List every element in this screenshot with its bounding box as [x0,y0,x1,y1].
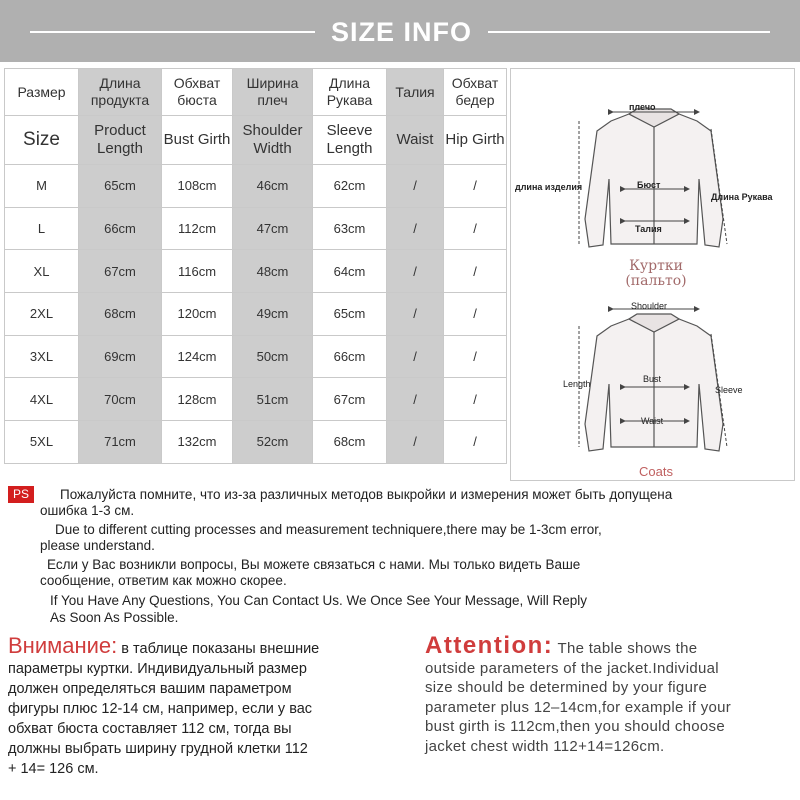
note-ru-2-line2: сообщение, ответим как можно скорее. [40,573,287,588]
value-cell: / [387,165,444,208]
header-cell: Обхват бедер [444,69,507,116]
attention-en [425,632,797,756]
value-cell: / [387,207,444,250]
value-cell: 47cm [233,207,313,250]
size-info-banner [0,0,800,62]
value-cell: 67cm [313,378,387,421]
attention-ru-line: параметры куртки. Индивидуальный размер [8,661,307,677]
value-cell: / [444,165,507,208]
table-row [5,335,507,378]
value-cell: 66cm [79,207,162,250]
attention-ru-title: Внимание: [8,633,118,658]
label-waist-en: Waist [641,416,664,426]
header-cell: Длина продукта [79,69,162,116]
attention-en-line: size should be determined by your figure [425,679,708,696]
value-cell: / [444,293,507,336]
header-cell: Shoulder Width [233,116,313,165]
value-cell: / [444,378,507,421]
header-cell: Длина Рукава [313,69,387,116]
size-cell: L [5,207,79,250]
value-cell: / [387,250,444,293]
label-waist-ru: Талия [635,224,662,234]
label-bust-ru: Бюст [637,180,661,190]
label-shoulder-en: Shoulder [631,301,668,311]
attention-ru-line: должен определяться вашим параметром [8,681,292,697]
value-cell: 49cm [233,293,313,336]
attention-ru-line: в таблице показаны внешние [117,641,320,657]
note-ru-1-line1: Пожалуйста помните, что из-за различных методов выкройки и измерения может быть допущена [60,487,673,502]
caption-jackets-ru [611,259,701,289]
caption-coats: Coats [639,464,673,479]
note-en-1-line1: Due to different cutting processes and measurement techniquere,there may be 1-3cm error, [55,522,602,537]
value-cell: / [444,250,507,293]
label-shoulder-ru: плечо [629,102,656,112]
header-cell: Waist [387,116,444,165]
attention-ru-line: должны выбрать ширину грудной клетки 112 [8,741,308,757]
attention-en-line: parameter plus 12–14cm,for example if your [425,698,732,716]
attention-en-line: outside parameters of the jacket.Individual [425,659,719,677]
attention-ru-line: + 14= 126 см. [8,761,99,777]
note-en-2-line2: As Soon As Possible. [50,610,179,625]
size-table [4,68,507,464]
value-cell: 63cm [313,207,387,250]
note-en-1-line2: please understand. [40,538,155,553]
value-cell: 51cm [233,378,313,421]
banner-title: SIZE INFO [330,17,472,47]
value-cell: 71cm [79,421,162,464]
value-cell: 66cm [313,335,387,378]
attention-ru-line: фигуры плюс 12-14 см, например, если у вас [8,701,313,717]
note-en-2-line1: If You Have Any Questions, You Can Contact Us. We Once See Your Message, Will Reply [50,593,588,608]
value-cell: 65cm [79,165,162,208]
value-cell: / [444,421,507,464]
value-cell: 65cm [313,293,387,336]
value-cell: / [444,335,507,378]
caption-jackets-line1: Куртки [629,258,683,274]
attention-en-title: Attention: [425,632,554,659]
attention-en-line: jacket chest width 112+14=126cm. [425,737,665,755]
value-cell: 68cm [313,421,387,464]
attention-ru [8,633,418,779]
measurement-diagram [510,68,795,481]
header-cell: Bust Girth [162,116,233,165]
value-cell: / [387,421,444,464]
banner-line-right [488,31,770,33]
table-header-ru [5,69,507,116]
header-cell: Product Length [79,116,162,165]
header-cell: Size [5,116,79,165]
value-cell: 64cm [313,250,387,293]
value-cell: 112cm [162,207,233,250]
table-row [5,207,507,250]
label-length-en: Length [563,379,591,389]
note-ru-1-line2: ошибка 1-3 см. [40,503,135,518]
caption-jackets-line2: (пальто) [625,273,687,289]
header-cell: Hip Girth [444,116,507,165]
value-cell: 67cm [79,250,162,293]
attention-ru-line: обхват бюста составляет 112 см, тогда вы [8,721,292,737]
size-cell: 3XL [5,335,79,378]
value-cell: 68cm [79,293,162,336]
attention-en-line: The table shows the [553,640,698,657]
value-cell: / [444,207,507,250]
table-row [5,293,507,336]
value-cell: 46cm [233,165,313,208]
header-cell: Sleeve Length [313,116,387,165]
value-cell: / [387,293,444,336]
label-length-ru: длина изделия [515,182,583,192]
value-cell: 52cm [233,421,313,464]
value-cell: 50cm [233,335,313,378]
table-row [5,250,507,293]
banner-line-left [30,31,315,33]
label-sleeve-ru: Длина Рукава [711,192,773,202]
note-ru-2-line1: Если у Вас возникли вопросы, Вы можете связаться с нами. Мы только видеть Ваше [47,557,581,572]
value-cell: / [387,335,444,378]
table-row [5,378,507,421]
header-cell: Талия [387,69,444,116]
header-cell: Обхват бюста [162,69,233,116]
value-cell: 62cm [313,165,387,208]
size-cell: 4XL [5,378,79,421]
value-cell: 116cm [162,250,233,293]
value-cell: / [387,378,444,421]
value-cell: 132cm [162,421,233,464]
header-cell: Размер [5,69,79,116]
table-row [5,165,507,208]
value-cell: 120cm [162,293,233,336]
size-cell: XL [5,250,79,293]
value-cell: 69cm [79,335,162,378]
ps-badge: PS [8,486,34,503]
table-row [5,421,507,464]
label-sleeve-en: Sleeve [715,385,743,395]
size-cell: M [5,165,79,208]
attention-en-line: bust girth is 112cm,then you should choose [425,718,725,735]
header-cell: Ширина плеч [233,69,313,116]
value-cell: 124cm [162,335,233,378]
size-cell: 2XL [5,293,79,336]
value-cell: 108cm [162,165,233,208]
table-header-en [5,116,507,165]
value-cell: 128cm [162,378,233,421]
value-cell: 48cm [233,250,313,293]
label-bust-en: Bust [643,374,662,384]
size-cell: 5XL [5,421,79,464]
value-cell: 70cm [79,378,162,421]
